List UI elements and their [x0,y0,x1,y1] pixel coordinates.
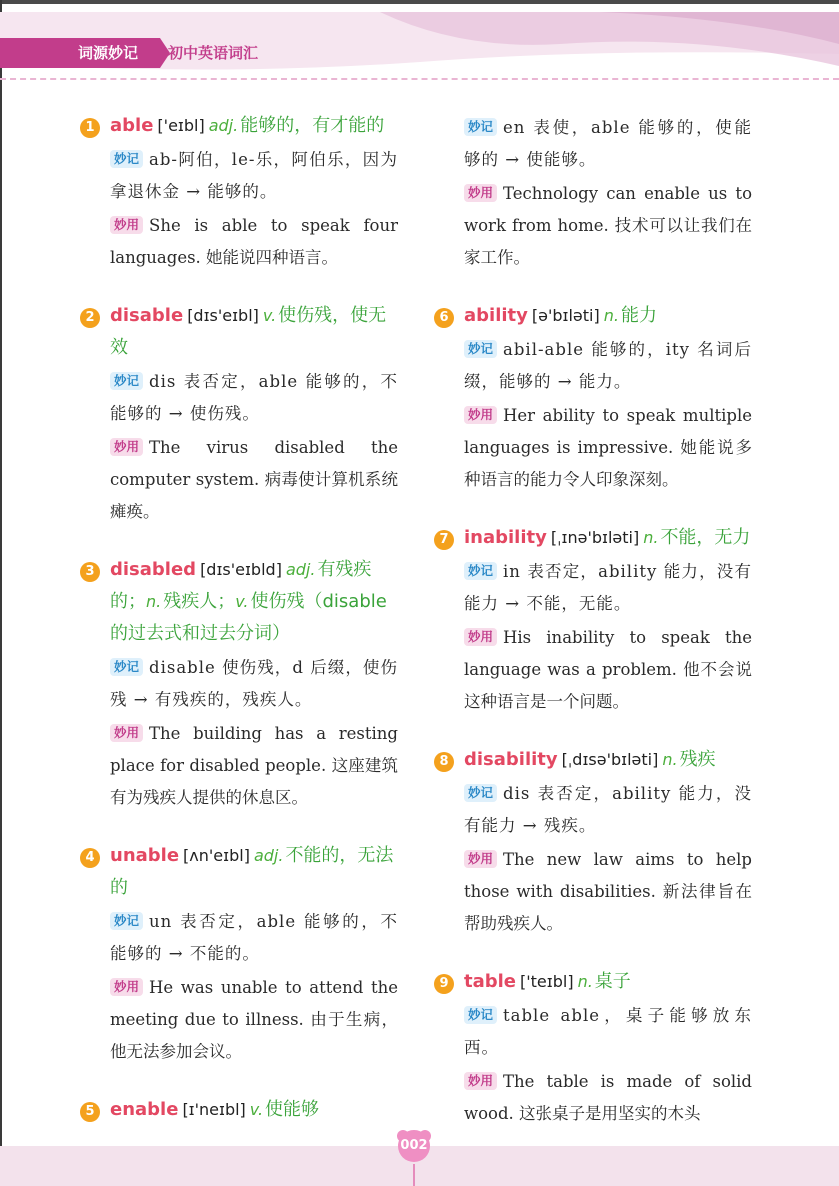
memory-tag: 妙记 [464,562,497,580]
memory-note: 妙记 in 表否定，ability 能力，没有能力 → 不能，无能。 [464,562,752,613]
page-header [0,4,839,86]
entry-heading [434,966,752,998]
memory-note: 妙记 table able，桌子能够放东西。 [464,1006,752,1057]
usage-example: 妙用 He was unable to attend the meeting due to illness. 由于生病，他无法参加会议。 [110,978,398,1061]
entry-number: 3 [80,562,100,582]
phonetic: ['teɪbl] [520,972,574,991]
usage-tag: 妙用 [464,406,497,424]
usage-tag: 妙用 [464,184,497,202]
page-badge-stem [413,1164,415,1186]
usage-tag: 妙用 [110,978,143,996]
memory-note: 妙记 ab-阿伯，le-乐，阿伯乐，因为拿退休金 → 能够的。 [110,150,398,201]
part-of-speech: v. [249,1100,264,1119]
usage-tag: 妙用 [464,628,497,646]
entry-heading [434,300,752,332]
page-number: 002 [400,1138,428,1153]
entry-number: 2 [80,308,100,328]
meaning: 使能够 [265,1099,320,1120]
usage-tag: 妙用 [110,724,143,742]
vocab-entry-disable [80,300,398,528]
meaning: 残疾 [679,749,716,770]
part-of-speech-3: v. [235,592,249,611]
headword: enable [110,1099,179,1120]
phonetic: [ə'bɪləti] [531,306,600,325]
meaning: 桌子 [594,971,631,992]
part-of-speech: v. [262,306,277,325]
memory-tag: 妙记 [110,912,143,930]
headword: unable [110,845,180,866]
vocab-entry-unable [80,840,398,1068]
usage-tag: 妙用 [464,850,497,868]
headword: disable [110,305,184,326]
left-column [80,110,398,1152]
phonetic: ['eɪbl] [157,116,205,135]
entry-heading [434,522,752,554]
part-of-speech: n. [643,528,659,547]
meaning: 使伤残，使无效 [110,305,387,358]
memory-tag: 妙记 [464,1006,497,1024]
headword: table [464,971,517,992]
entry-heading [80,300,398,364]
series-tag: 词源妙记 [0,38,160,68]
entry-number: 5 [80,1102,100,1122]
phonetic: [ˌɪnə'bɪləti] [550,528,640,547]
vocab-entry-able [80,110,398,274]
meaning: 有残疾的； [110,559,372,612]
usage-example: 妙用 The building has a resting place for disabled people. 这座建筑有为残疾人提供的休息区。 [110,724,398,807]
part-of-speech: adj. [253,846,284,865]
memory-note: 妙记 abil-able 能够的，ity 名词后缀，能够的 → 能力。 [464,340,752,391]
usage-example: 妙用 The new law aims to help those with disabilities. 新法律旨在帮助残疾人。 [464,850,752,933]
memory-tag: 妙记 [110,150,143,168]
vocab-entry-disability [434,744,752,940]
entry-number: 7 [434,530,454,550]
usage-example: 妙用 She is able to speak four languages. 她能说四种语言。 [110,216,398,267]
part-of-speech-2: n. [146,592,162,611]
vocab-entry-enable [80,1094,398,1126]
meaning: 能够的，有才能的 [240,115,385,136]
headword: able [110,115,154,136]
headword: disabled [110,559,197,580]
entry-number: 6 [434,308,454,328]
phonetic: [ɪ'neɪbl] [182,1100,246,1119]
part-of-speech: n. [603,306,619,325]
memory-tag: 妙记 [110,372,143,390]
entry-number: 1 [80,118,100,138]
vocab-entry-disabled [80,554,398,814]
meaning: 能力 [620,305,657,326]
vocab-entry-ability [434,300,752,496]
phonetic: [ʌn'eɪbl] [183,846,250,865]
meaning-2: 残疾人； [163,591,236,612]
memory-note: 妙记 dis 表否定，able 能够的，不能够的 → 使伤残。 [110,372,398,423]
entry-number: 8 [434,752,454,772]
entry-heading [80,1094,398,1126]
phonetic: [ˌdɪsə'bɪləti] [561,750,659,769]
book-title: 初中英语词汇 [168,44,259,62]
right-column [434,110,752,1156]
usage-example: 妙用 Her ability to speak multiple languages is impressive. 她能说多种语言的能力令人印象深刻。 [464,406,752,489]
usage-tag: 妙用 [110,216,143,234]
vocab-entry-inability [434,522,752,718]
part-of-speech: adj. [208,116,239,135]
entry-heading [80,554,398,650]
memory-tag: 妙记 [464,118,497,136]
vocab-entry-table [434,966,752,1130]
memory-note: 妙记 en 表使，able 能够的，使能够的 → 使能够。 [464,118,752,169]
entry-heading [80,110,398,142]
part-of-speech: n. [577,972,593,991]
entry-heading [80,840,398,904]
memory-note: 妙记 un 表否定，able 能够的，不能够的 → 不能的。 [110,912,398,963]
meaning: 不能，无力 [660,527,751,548]
usage-example: 妙用 The table is made of solid wood. 这张桌子是用坚实的木头 [464,1072,752,1123]
left-border [0,0,2,1186]
headword: disability [464,749,558,770]
entry-heading [434,744,752,776]
usage-tag: 妙用 [110,438,143,456]
meaning-3: 使伤残（disable 的过去式和过去分词） [110,591,387,644]
entry-number: 4 [80,848,100,868]
part-of-speech: adj. [285,560,316,579]
memory-tag: 妙记 [464,784,497,802]
vocab-entry-enable-continued [434,112,752,274]
header-divider [0,78,839,80]
usage-example: 妙用 Technology can enable us to work from home. 技术可以让我们在家工作。 [464,184,752,267]
headword: ability [464,305,528,326]
memory-tag: 妙记 [464,340,497,358]
memory-tag: 妙记 [110,658,143,676]
usage-example: 妙用 His inability to speak the language was a problem. 他不会说这种语言是一个问题。 [464,628,752,711]
usage-example: 妙用 The virus disabled the computer system. 病毒使计算机系统瘫痪。 [110,438,398,521]
part-of-speech: n. [662,750,678,769]
memory-note: 妙记 disable 使伤残，d 后缀，使伤残 → 有残疾的，残疾人。 [110,658,398,709]
phonetic: [dɪs'eɪbld] [200,560,282,579]
entry-number: 9 [434,974,454,994]
memory-note: 妙记 dis 表否定，ability 能力，没有能力 → 残疾。 [464,784,752,835]
meaning: 不能的，无法的 [110,845,394,898]
phonetic: [dɪs'eɪbl] [187,306,259,325]
usage-tag: 妙用 [464,1072,497,1090]
headword: inability [464,527,547,548]
